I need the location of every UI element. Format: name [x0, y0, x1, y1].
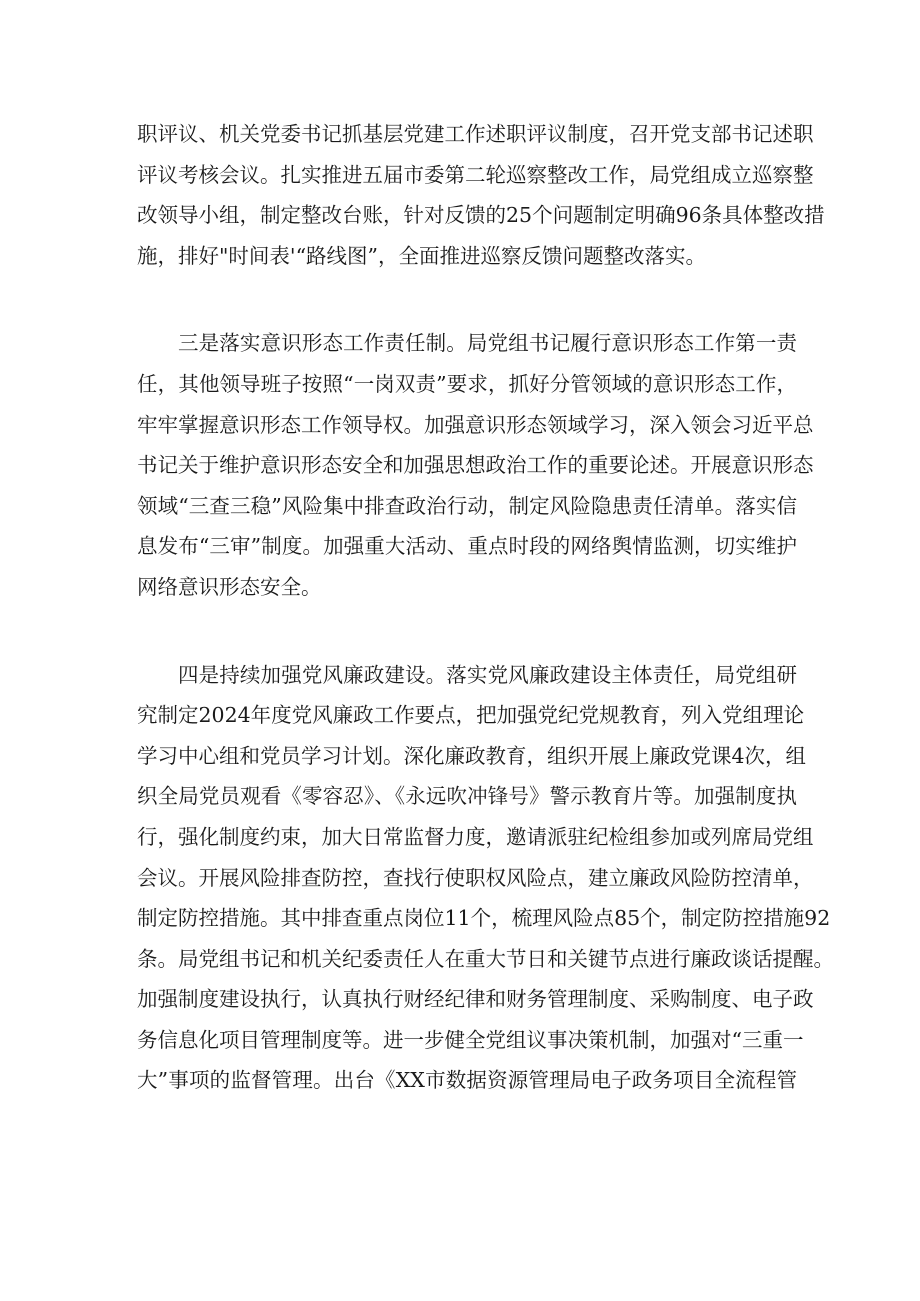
paragraph-ideology-responsibility [137, 323, 814, 607]
paragraph-spacer [137, 276, 797, 323]
text-line: 改领导小组，制定整改台账，针对反馈的25个问题制定明确96条具体整改措 [137, 203, 825, 228]
text-line: 学习中心组和党员学习计划。深化廉政教育，组织开展上廉政党课4次，组 [137, 743, 807, 768]
paragraph-spacer [137, 608, 797, 655]
paragraph-party-building-rectification [137, 114, 825, 276]
text-line: 书记关于维护意识形态安全和加强思想政治工作的重要论述。开展意识形态 [137, 453, 814, 478]
text-line: 评议考核会议。扎实推进五届市委第二轮巡察整改工作，局党组成立巡察整 [137, 162, 814, 187]
text-line: 息发布“三审”制度。加强重大活动、重点时段的网络舆情监测，切实维护 [137, 534, 797, 559]
text-line: 牢牢掌握意识形态工作领导权。加强意识形态领域学习，深入领会习近平总 [137, 412, 814, 437]
text-line: 领域“三查三稳”风险集中排查政治行动，制定风险隐患责任清单。落实信 [137, 493, 797, 518]
text-line: 施，排好"时间表'“路线图”，全面推进巡察反馈问题整改落实。 [137, 243, 707, 268]
text-line: 加强制度建设执行，认真执行财经纪律和财务管理制度、采购制度、电子政 [137, 987, 814, 1012]
text-line: 任，其他领导班子按照“一岗双责”要求，抓好分管领域的意识形态工作， [137, 371, 797, 396]
text-line: 务信息化项目管理制度等。进一步健全党组议事决策机制，加强对“三重一 [137, 1027, 804, 1052]
text-line: 究制定2024年度党风廉政工作要点，把加强党纪党规教育，列入党组理论 [137, 703, 805, 728]
text-line: 三是落实意识形态工作责任制。局党组书记履行意识形态工作第一责 [178, 331, 797, 356]
text-line: 四是持续加强党风廉政建设。落实党风廉政建设主体责任，局党组研 [178, 662, 797, 687]
text-line: 大”事项的监督管理。出台《XX市数据资源管理局电子政务项目全流程管 [137, 1068, 797, 1093]
paragraph-clean-governance [137, 655, 834, 1102]
text-line: 职评议、机关党委书记抓基层党建工作述职评议制度，召开党支部书记述职 [137, 122, 814, 146]
text-line: 织全局党员观看《零容忍》、《永远吹冲锋号》警示教育片等。加强制度执 [137, 784, 797, 809]
document-body [137, 114, 834, 1101]
text-line: 网络意识形态安全。 [137, 574, 322, 599]
text-line: 制定防控措施。其中排查重点岗位11个，梳理风险点85个，制定防控措施92 [137, 906, 831, 931]
text-line: 条。局党组书记和机关纪委责任人在重大节日和关键节点进行廉政谈话提醒。 [137, 946, 834, 971]
text-line: 会议。开展风险排查防控，查找行使职权风险点，建立廉政风险防控清单， [137, 865, 814, 890]
text-line: 行，强化制度约束，加大日常监督力度，邀请派驻纪检组参加或列席局党组 [137, 824, 814, 849]
